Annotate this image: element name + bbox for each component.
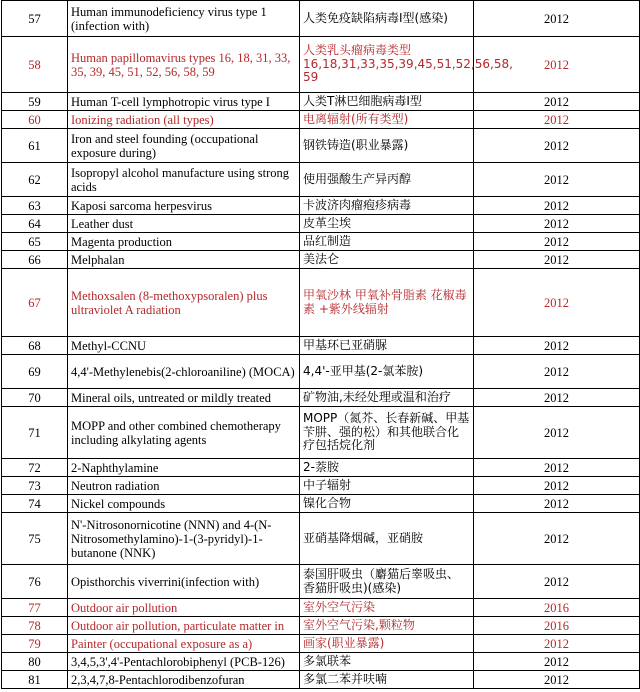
carcinogen-table-body xyxy=(2,1,640,689)
agent-english: Human immunodeficiency virus type 1 (infection with) xyxy=(68,1,300,37)
year-cell: 2012 xyxy=(474,197,640,215)
agent-english: 4,4'-Methylenebis(2-chloroaniline) (MOCA) xyxy=(68,355,300,389)
year-cell: 2012 xyxy=(474,163,640,197)
agent-chinese: 亚硝基降烟碱，亚硝胺 xyxy=(300,513,474,565)
table-row xyxy=(2,635,640,653)
table-row xyxy=(2,565,640,599)
table-row xyxy=(2,599,640,617)
agent-english: Opisthorchis viverrini(infection with) xyxy=(68,565,300,599)
year-cell: 2016 xyxy=(474,617,640,635)
table-row xyxy=(2,513,640,565)
year-cell: 2012 xyxy=(474,565,640,599)
table-row xyxy=(2,129,640,163)
table-row xyxy=(2,37,640,93)
row-number: 71 xyxy=(2,407,68,459)
year-cell: 2012 xyxy=(474,407,640,459)
agent-chinese: 甲基环已亚硝脲 xyxy=(300,337,474,355)
agent-english: N'-Nitrosonornicotine (NNN) and 4-(N-Nitrosomethylamino)-1-(3-pyridyl)-1-butanone (NNK) xyxy=(68,513,300,565)
agent-english: Painter (occupational exposure as a) xyxy=(68,635,300,653)
agent-chinese: 卡波济肉瘤疱疹病毒 xyxy=(300,197,474,215)
table-row xyxy=(2,163,640,197)
table-row xyxy=(2,495,640,513)
row-number: 67 xyxy=(2,269,68,337)
agent-chinese: 人类乳头瘤病毒类型 16,18,31,33,35,39,45,51,52,56,58, 59 xyxy=(300,37,474,93)
table-row xyxy=(2,1,640,37)
table-row xyxy=(2,617,640,635)
agent-chinese: 人类免疫缺陷病毒I型(感染) xyxy=(300,1,474,37)
row-number: 61 xyxy=(2,129,68,163)
year-cell: 2012 xyxy=(474,37,640,93)
row-number: 72 xyxy=(2,459,68,477)
agent-chinese: 多氯二苯并呋喃 xyxy=(300,671,474,689)
agent-english: 3,4,5,3',4'-Pentachlorobiphenyl (PCB-126) xyxy=(68,653,300,671)
agent-chinese: 甲氧沙林 甲氧补骨脂素 花椒毒素 +紫外线辐射 xyxy=(300,269,474,337)
row-number: 70 xyxy=(2,389,68,407)
year-cell: 2012 xyxy=(474,337,640,355)
year-cell: 2012 xyxy=(474,653,640,671)
agent-chinese: 使用强酸生产异丙醇 xyxy=(300,163,474,197)
agent-chinese: 镍化合物 xyxy=(300,495,474,513)
agent-chinese: 钢铁铸造(职业暴露) xyxy=(300,129,474,163)
agent-english: Ionizing radiation (all types) xyxy=(68,111,300,129)
table-row xyxy=(2,355,640,389)
row-number: 63 xyxy=(2,197,68,215)
year-cell: 2012 xyxy=(474,477,640,495)
row-number: 80 xyxy=(2,653,68,671)
year-cell: 2012 xyxy=(474,459,640,477)
year-cell: 2012 xyxy=(474,389,640,407)
table-row xyxy=(2,215,640,233)
agent-english: Neutron radiation xyxy=(68,477,300,495)
table-row xyxy=(2,407,640,459)
table-row xyxy=(2,477,640,495)
agent-english: Methoxsalen (8-methoxypsoralen) plus ultraviolet A radiation xyxy=(68,269,300,337)
year-cell: 2012 xyxy=(474,233,640,251)
row-number: 62 xyxy=(2,163,68,197)
agent-chinese: MOPP（氮芥、长春新碱、甲基苄肼、强的松）和其他联合化疗包括烷化剂 xyxy=(300,407,474,459)
year-cell: 2012 xyxy=(474,635,640,653)
agent-chinese: 人类T淋巴细胞病毒I型 xyxy=(300,93,474,111)
row-number: 66 xyxy=(2,251,68,269)
table-row xyxy=(2,459,640,477)
row-number: 59 xyxy=(2,93,68,111)
year-cell: 2016 xyxy=(474,599,640,617)
table-row xyxy=(2,233,640,251)
agent-english: MOPP and other combined chemotherapy including alkylating agents xyxy=(68,407,300,459)
agent-english: Methyl-CCNU xyxy=(68,337,300,355)
row-number: 75 xyxy=(2,513,68,565)
year-cell: 2012 xyxy=(474,129,640,163)
agent-chinese: 室外空气污染,颗粒物 xyxy=(300,617,474,635)
table-row xyxy=(2,337,640,355)
agent-english: Mineral oils, untreated or mildly treated xyxy=(68,389,300,407)
agent-chinese: 中子辐射 xyxy=(300,477,474,495)
carcinogen-table xyxy=(1,0,640,689)
table-row xyxy=(2,269,640,337)
row-number: 64 xyxy=(2,215,68,233)
row-number: 60 xyxy=(2,111,68,129)
row-number: 77 xyxy=(2,599,68,617)
table-row xyxy=(2,671,640,689)
agent-chinese: 品红制造 xyxy=(300,233,474,251)
agent-english: Nickel compounds xyxy=(68,495,300,513)
agent-english: Melphalan xyxy=(68,251,300,269)
agent-english: 2-Naphthylamine xyxy=(68,459,300,477)
year-cell: 2012 xyxy=(474,671,640,689)
agent-chinese: 矿物油,未经处理或温和治疗 xyxy=(300,389,474,407)
row-number: 58 xyxy=(2,37,68,93)
agent-chinese: 多氯联苯 xyxy=(300,653,474,671)
row-number: 73 xyxy=(2,477,68,495)
agent-english: Kaposi sarcoma herpesvirus xyxy=(68,197,300,215)
agent-chinese: 室外空气污染 xyxy=(300,599,474,617)
table-row xyxy=(2,93,640,111)
agent-english: Human papillomavirus types 16, 18, 31, 33, 35, 39, 45, 51, 52, 56, 58, 59 xyxy=(68,37,300,93)
agent-english: Magenta production xyxy=(68,233,300,251)
row-number: 78 xyxy=(2,617,68,635)
table-row xyxy=(2,653,640,671)
agent-english: Human T-cell lymphotropic virus type I xyxy=(68,93,300,111)
row-number: 79 xyxy=(2,635,68,653)
table-row xyxy=(2,111,640,129)
agent-chinese: 4,4'-亚甲基(2-氯苯胺) xyxy=(300,355,474,389)
agent-english: Isopropyl alcohol manufacture using strong acids xyxy=(68,163,300,197)
row-number: 65 xyxy=(2,233,68,251)
year-cell: 2012 xyxy=(474,1,640,37)
agent-english: Outdoor air pollution xyxy=(68,599,300,617)
agent-chinese: 皮革尘埃 xyxy=(300,215,474,233)
agent-english: Outdoor air pollution, particulate matter in xyxy=(68,617,300,635)
agent-english: Leather dust xyxy=(68,215,300,233)
year-cell: 2012 xyxy=(474,355,640,389)
agent-english: Iron and steel founding (occupational exposure during) xyxy=(68,129,300,163)
year-cell: 2012 xyxy=(474,495,640,513)
agent-english: 2,3,4,7,8-Pentachlorodibenzofuran xyxy=(68,671,300,689)
year-cell: 2012 xyxy=(474,513,640,565)
row-number: 76 xyxy=(2,565,68,599)
table-row xyxy=(2,251,640,269)
agent-chinese: 电离辐射(所有类型) xyxy=(300,111,474,129)
year-cell: 2012 xyxy=(474,111,640,129)
row-number: 68 xyxy=(2,337,68,355)
agent-chinese: 美法仑 xyxy=(300,251,474,269)
row-number: 81 xyxy=(2,671,68,689)
row-number: 69 xyxy=(2,355,68,389)
row-number: 74 xyxy=(2,495,68,513)
agent-chinese: 画家(职业暴露) xyxy=(300,635,474,653)
row-number: 57 xyxy=(2,1,68,37)
table-row xyxy=(2,197,640,215)
agent-chinese: 2-萘胺 xyxy=(300,459,474,477)
year-cell: 2012 xyxy=(474,269,640,337)
agent-chinese: 泰国肝吸虫（麝猫后睾吸虫、香猫肝吸虫)(感染) xyxy=(300,565,474,599)
table-row xyxy=(2,389,640,407)
year-cell: 2012 xyxy=(474,215,640,233)
year-cell: 2012 xyxy=(474,251,640,269)
year-cell: 2012 xyxy=(474,93,640,111)
